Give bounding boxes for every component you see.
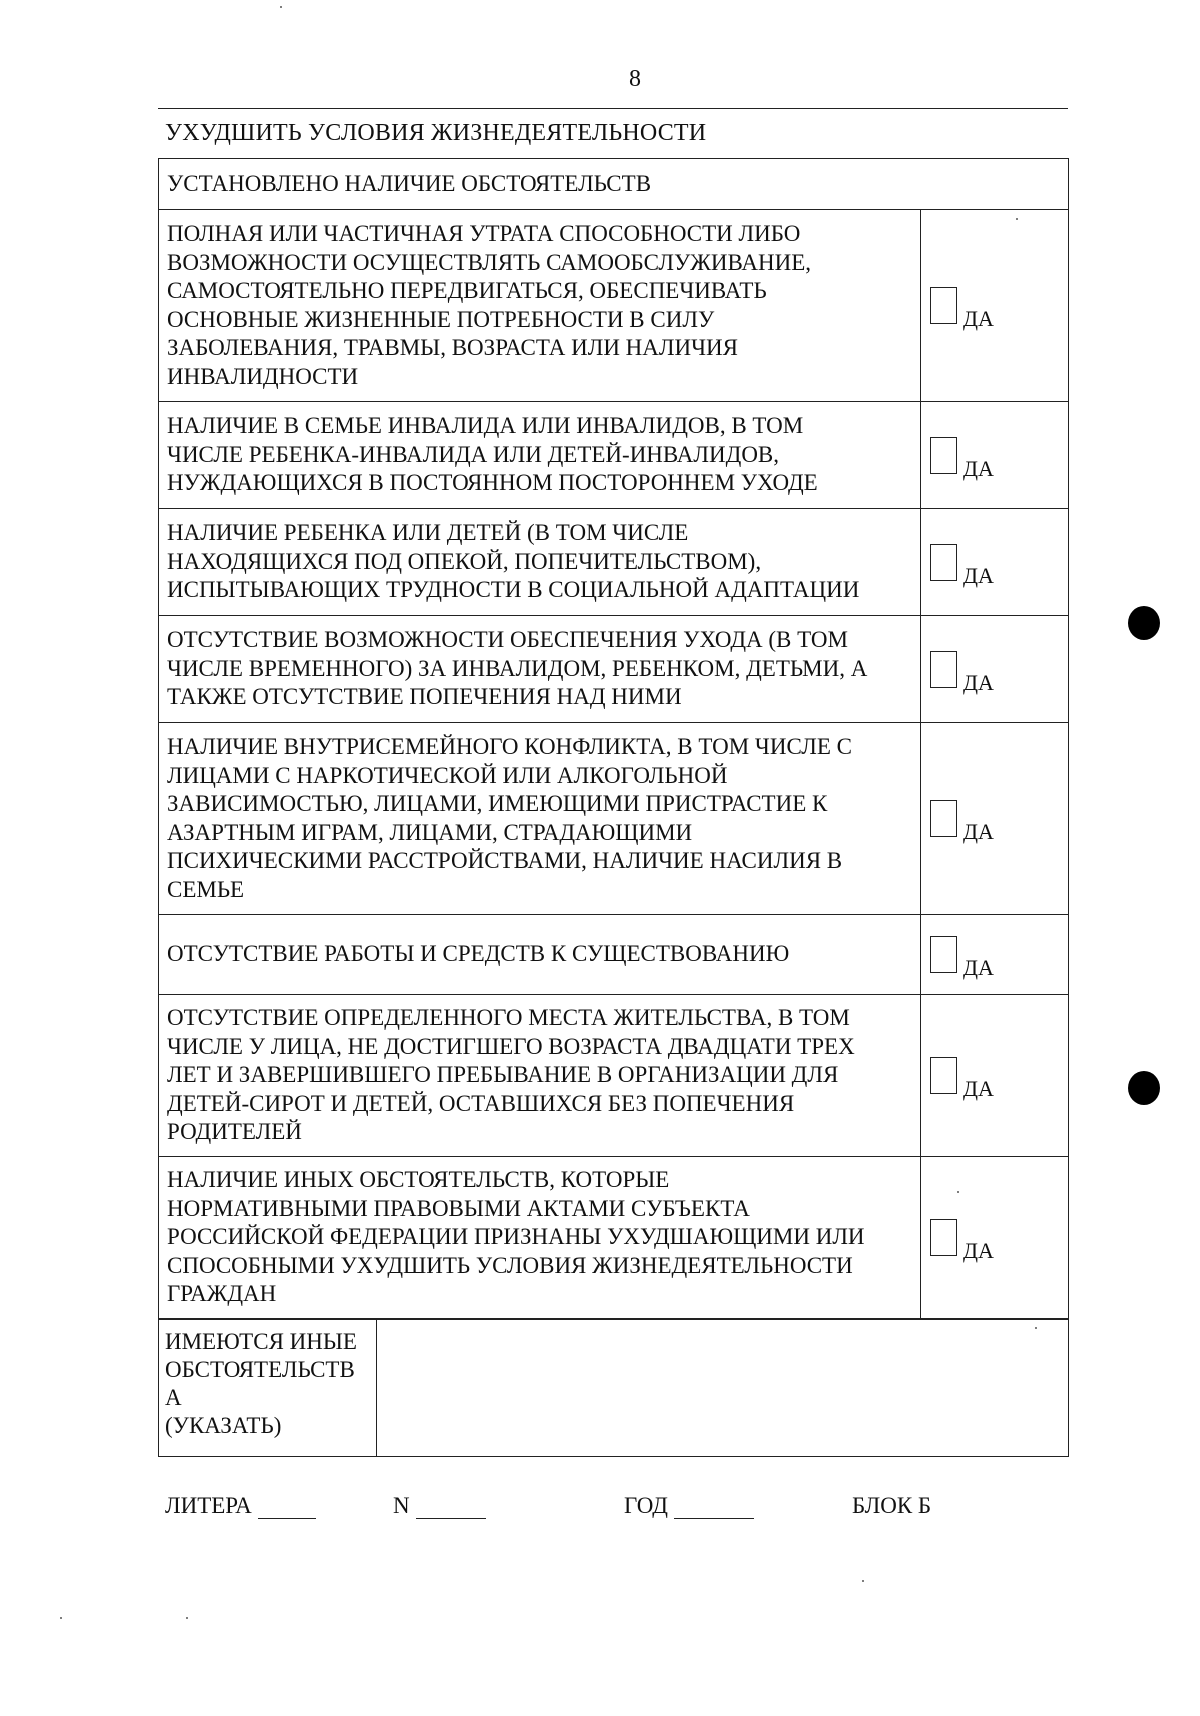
- other-label-line: ОБСТОЯТЕЛЬСТВ: [165, 1357, 355, 1382]
- circumstance-line: НУЖДАЮЩИХСЯ В ПОСТОЯННОМ ПОСТОРОННЕМ УХОДЕ: [167, 470, 818, 496]
- yes-option[interactable]: [921, 544, 1068, 588]
- n-label: N: [393, 1493, 410, 1518]
- circumstance-row: [159, 616, 1069, 723]
- yes-checkbox[interactable]: [930, 287, 957, 324]
- circumstance-line: ЛЕТ И ЗАВЕРШИВШЕГО ПРЕБЫВАНИЕ В ОРГАНИЗАЦИИ ДЛЯ: [167, 1062, 839, 1088]
- circumstance-text: [159, 723, 921, 915]
- circumstance-line: РОССИЙСКОЙ ФЕДЕРАЦИИ ПРИЗНАНЫ УХУДШАЮЩИМИ ИЛИ: [167, 1224, 865, 1250]
- circumstance-line: ТАКЖЕ ОТСУТСТВИЕ ПОПЕЧЕНИЯ НАД НИМИ: [167, 684, 682, 710]
- circumstance-line: САМОСТОЯТЕЛЬНО ПЕРЕДВИГАТЬСЯ, ОБЕСПЕЧИВАТЬ: [167, 278, 767, 303]
- footer-number: [393, 1493, 486, 1519]
- circumstance-line: ЧИСЛЕ У ЛИЦА, НЕ ДОСТИГШЕГО ВОЗРАСТА ДВАДЦАТИ ТРЕХ: [167, 1033, 855, 1059]
- circumstance-text: [159, 1157, 921, 1319]
- yes-label: ДА: [962, 562, 994, 588]
- circumstance-text: [159, 402, 921, 509]
- top-rule: [158, 108, 1068, 109]
- circumstance-line: ГРАЖДАН: [167, 1281, 277, 1307]
- table-header: УСТАНОВЛЕНО НАЛИЧИЕ ОБСТОЯТЕЛЬСТВ: [159, 159, 1069, 210]
- circumstance-check-cell: [920, 402, 1068, 509]
- circumstance-check-cell: [920, 509, 1068, 616]
- circumstance-line: ДЕТЕЙ-СИРОТ И ДЕТЕЙ, ОСТАВШИХСЯ БЕЗ ПОПЕЧЕНИЯ: [167, 1090, 795, 1116]
- litera-field[interactable]: [258, 1496, 316, 1519]
- circumstance-line: РОДИТЕЛЕЙ: [167, 1119, 302, 1145]
- other-label-line: ИМЕЮТСЯ ИНЫЕ: [165, 1329, 357, 1354]
- circumstance-line: ЧИСЛЕ РЕБЕНКА-ИНВАЛИДА ИЛИ ДЕТЕЙ-ИНВАЛИДОВ,: [167, 441, 780, 467]
- yes-option[interactable]: [921, 1057, 1068, 1101]
- circumstance-line: ИСПЫТЫВАЮЩИХ ТРУДНОСТИ В СОЦИАЛЬНОЙ АДАПТАЦИИ: [167, 577, 860, 603]
- year-field[interactable]: [674, 1496, 754, 1519]
- circumstance-check-cell: [920, 723, 1068, 915]
- circumstance-line: ЛИЦАМИ С НАРКОТИЧЕСКОЙ ИЛИ АЛКОГОЛЬНОЙ: [167, 762, 728, 788]
- circumstance-line: ПСИХИЧЕСКИМИ РАССТРОЙСТВАМИ, НАЛИЧИЕ НАСИЛИЯ В: [167, 848, 843, 873]
- yes-label: ДА: [962, 1238, 994, 1263]
- circumstance-text: [159, 915, 921, 995]
- scan-speck: [862, 1580, 864, 1582]
- other-circumstances-table: [158, 1319, 1069, 1457]
- year-label: ГОД: [624, 1493, 668, 1518]
- circumstance-text: [159, 995, 921, 1157]
- yes-checkbox[interactable]: [930, 437, 957, 474]
- other-circumstances-label: [159, 1320, 377, 1457]
- yes-label: ДА: [962, 306, 994, 331]
- yes-option[interactable]: [921, 287, 1068, 331]
- circumstance-line: ЧИСЛЕ ВРЕМЕННОГО) ЗА ИНВАЛИДОМ, РЕБЕНКОМ, ДЕТЬМИ, А: [167, 655, 868, 681]
- circumstance-line: ОТСУТСТВИЕ ОПРЕДЕЛЕННОГО МЕСТА ЖИТЕЛЬСТВА, В ТОМ: [167, 1005, 850, 1031]
- circumstance-text: [159, 210, 921, 402]
- circumstance-row: [159, 402, 1069, 509]
- block-label: БЛОК Б: [852, 1493, 932, 1518]
- circumstance-line: НАЛИЧИЕ РЕБЕНКА ИЛИ ДЕТЕЙ (В ТОМ ЧИСЛЕ: [167, 520, 689, 546]
- yes-option[interactable]: [921, 1219, 1068, 1263]
- circumstance-line: ЗАВИСИМОСТЬЮ, ЛИЦАМИ, ИМЕЮЩИМИ ПРИСТРАСТИЕ К: [167, 791, 828, 816]
- footer-year: [624, 1493, 754, 1519]
- yes-checkbox[interactable]: [930, 1219, 957, 1256]
- circumstance-check-cell: [920, 210, 1068, 402]
- other-label-line: А: [165, 1385, 182, 1410]
- yes-label: ДА: [962, 819, 994, 844]
- circumstance-line: ЗАБОЛЕВАНИЯ, ТРАВМЫ, ВОЗРАСТА ИЛИ НАЛИЧИЯ: [167, 335, 739, 360]
- punch-hole-mark: [1128, 606, 1160, 640]
- yes-option[interactable]: [921, 936, 1068, 980]
- other-circumstances-field[interactable]: [377, 1320, 1069, 1457]
- circumstance-row: [159, 723, 1069, 915]
- circumstance-line: ОТСУТСТВИЕ РАБОТЫ И СРЕДСТВ К СУЩЕСТВОВАНИЮ: [167, 941, 790, 967]
- circumstance-row: [159, 210, 1069, 402]
- circumstance-line: НАЛИЧИЕ ИНЫХ ОБСТОЯТЕЛЬСТВ, КОТОРЫЕ: [167, 1167, 670, 1193]
- circumstance-line: ИНВАЛИДНОСТИ: [167, 363, 359, 389]
- circumstance-check-cell: [920, 995, 1068, 1157]
- yes-checkbox[interactable]: [930, 800, 957, 837]
- litera-label: ЛИТЕРА: [165, 1493, 252, 1518]
- circumstance-line: ВОЗМОЖНОСТИ ОСУЩЕСТВЛЯТЬ САМООБСЛУЖИВАНИЕ,: [167, 249, 811, 275]
- circumstance-line: НОРМАТИВНЫМИ ПРАВОВЫМИ АКТАМИ СУБЪЕКТА: [167, 1195, 750, 1221]
- scan-speck: [1035, 1327, 1037, 1329]
- circumstance-line: СПОСОБНЫМИ УХУДШИТЬ УСЛОВИЯ ЖИЗНЕДЕЯТЕЛЬНОСТИ: [167, 1252, 853, 1278]
- footer-litera: [165, 1493, 316, 1519]
- yes-option[interactable]: [921, 437, 1068, 481]
- yes-checkbox[interactable]: [930, 544, 957, 581]
- other-label-line: (УКАЗАТЬ): [165, 1413, 282, 1438]
- circumstance-line: СЕМЬЕ: [167, 876, 245, 902]
- circumstance-line: ОСНОВНЫЕ ЖИЗНЕННЫЕ ПОТРЕБНОСТИ В СИЛУ: [167, 306, 715, 332]
- circumstance-check-cell: [920, 616, 1068, 723]
- circumstance-line: НАХОДЯЩИХСЯ ПОД ОПЕКОЙ, ПОПЕЧИТЕЛЬСТВОМ),: [167, 548, 762, 574]
- circumstances-table: [158, 158, 1069, 1319]
- circumstance-line: ПОЛНАЯ ИЛИ ЧАСТИЧНАЯ УТРАТА СПОСОБНОСТИ ЛИБО: [167, 221, 801, 246]
- circumstance-line: НАЛИЧИЕ В СЕМЬЕ ИНВАЛИДА ИЛИ ИНВАЛИДОВ, В ТОМ: [167, 413, 804, 439]
- scan-speck: [1016, 218, 1018, 220]
- yes-checkbox[interactable]: [930, 651, 957, 688]
- circumstance-text: [159, 509, 921, 616]
- yes-option[interactable]: [921, 651, 1068, 695]
- section-title: УХУДШИТЬ УСЛОВИЯ ЖИЗНЕДЕЯТЕЛЬНОСТИ: [165, 120, 707, 146]
- n-field[interactable]: [416, 1496, 486, 1519]
- yes-label: ДА: [962, 1076, 994, 1101]
- yes-label: ДА: [962, 955, 994, 980]
- circumstance-line: АЗАРТНЫМ ИГРАМ, ЛИЦАМИ, СТРАДАЮЩИМИ: [167, 819, 693, 845]
- table-header-row: [159, 159, 1069, 210]
- circumstance-row: [159, 509, 1069, 616]
- circumstance-check-cell: [920, 915, 1068, 995]
- circumstance-check-cell: [920, 1157, 1068, 1319]
- punch-hole-mark: [1128, 1071, 1160, 1105]
- yes-checkbox[interactable]: [930, 936, 957, 973]
- scan-speck: [957, 1191, 959, 1193]
- yes-checkbox[interactable]: [930, 1057, 957, 1094]
- scan-speck: [280, 6, 282, 8]
- page-number: 8: [629, 66, 641, 92]
- circumstance-line: НАЛИЧИЕ ВНУТРИСЕМЕЙНОГО КОНФЛИКТА, В ТОМ ЧИСЛЕ С: [167, 734, 852, 759]
- circumstance-row: [159, 995, 1069, 1157]
- yes-label: ДА: [962, 455, 994, 481]
- circumstance-row: [159, 1157, 1069, 1319]
- circumstance-text: [159, 616, 921, 723]
- circumstance-line: ОТСУТСТВИЕ ВОЗМОЖНОСТИ ОБЕСПЕЧЕНИЯ УХОДА (В ТОМ: [167, 627, 848, 653]
- yes-label: ДА: [962, 669, 994, 695]
- circumstance-row: [159, 915, 1069, 995]
- scan-speck: [60, 1617, 62, 1619]
- scan-speck: [186, 1617, 188, 1619]
- yes-option[interactable]: [921, 800, 1068, 844]
